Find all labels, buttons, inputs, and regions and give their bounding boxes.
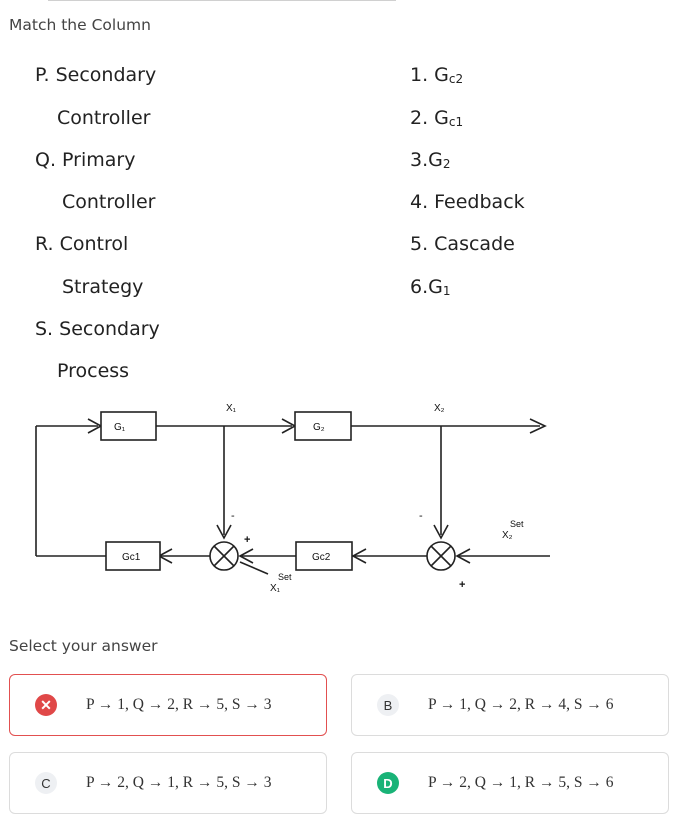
right-item-2: 2. $G_{c1}$	[410, 107, 464, 129]
option-d-correct-badge: D	[377, 772, 399, 794]
option-c-text: P → 2, Q → 1, R → 5, S → 3	[86, 774, 272, 791]
option-d[interactable]	[351, 752, 669, 814]
left-item-q: Q. Primary	[35, 149, 136, 171]
left-item-p: P. Secondary	[35, 64, 157, 86]
question-title: Match the Column	[9, 16, 151, 34]
label-x2-set: X₂	[502, 530, 513, 541]
left-item-q-cont: Controller	[62, 191, 156, 213]
label-g2: G₂	[313, 422, 325, 433]
label-plus-1: +	[244, 534, 251, 546]
right-item-3: $3.G_2$	[410, 149, 451, 171]
label-minus-2: -	[419, 510, 423, 522]
top-divider	[48, 0, 396, 1]
line-x1-set	[240, 562, 268, 574]
left-item-s-cont: Process	[57, 360, 130, 382]
select-answer-label: Select your answer	[9, 637, 158, 655]
left-item-r: R. Control	[35, 233, 129, 255]
option-a-text: P → 1, Q → 2, R → 5, S → 3	[86, 696, 272, 713]
right-item-4: 4. Feedback	[410, 191, 525, 213]
label-x1: X₁	[226, 403, 237, 414]
label-set-1: Set	[278, 572, 292, 582]
label-g1: G₁	[114, 422, 126, 433]
label-x1-set: X₁	[270, 583, 281, 594]
label-gc1: Gc1	[122, 552, 141, 563]
right-item-5: 5. Cascade	[410, 233, 515, 255]
right-item-6: $6.G_1$	[410, 276, 451, 298]
option-b[interactable]	[351, 674, 669, 736]
option-b-badge: B	[377, 694, 399, 716]
option-d-text: P → 2, Q → 1, R → 5, S → 6	[428, 774, 614, 791]
label-gc2: Gc2	[312, 552, 331, 563]
left-item-s: S. Secondary	[35, 318, 160, 340]
label-x2: X₂	[434, 403, 445, 414]
wrong-x-icon: ✕	[35, 694, 57, 716]
label-set-2: Set	[510, 519, 524, 529]
block-g1	[101, 412, 156, 440]
option-a[interactable]	[9, 674, 327, 736]
right-item-1: 1. $G_{c2}$	[410, 64, 464, 86]
option-c[interactable]	[9, 752, 327, 814]
option-c-badge: C	[35, 772, 57, 794]
left-item-p-cont: Controller	[57, 107, 151, 129]
option-b-text: P → 1, Q → 2, R → 4, S → 6	[428, 696, 614, 713]
cascade-control-diagram	[0, 390, 677, 605]
label-minus-1: -	[231, 510, 235, 522]
left-item-r-cont: Strategy	[62, 276, 144, 298]
label-plus-2: +	[459, 579, 466, 591]
